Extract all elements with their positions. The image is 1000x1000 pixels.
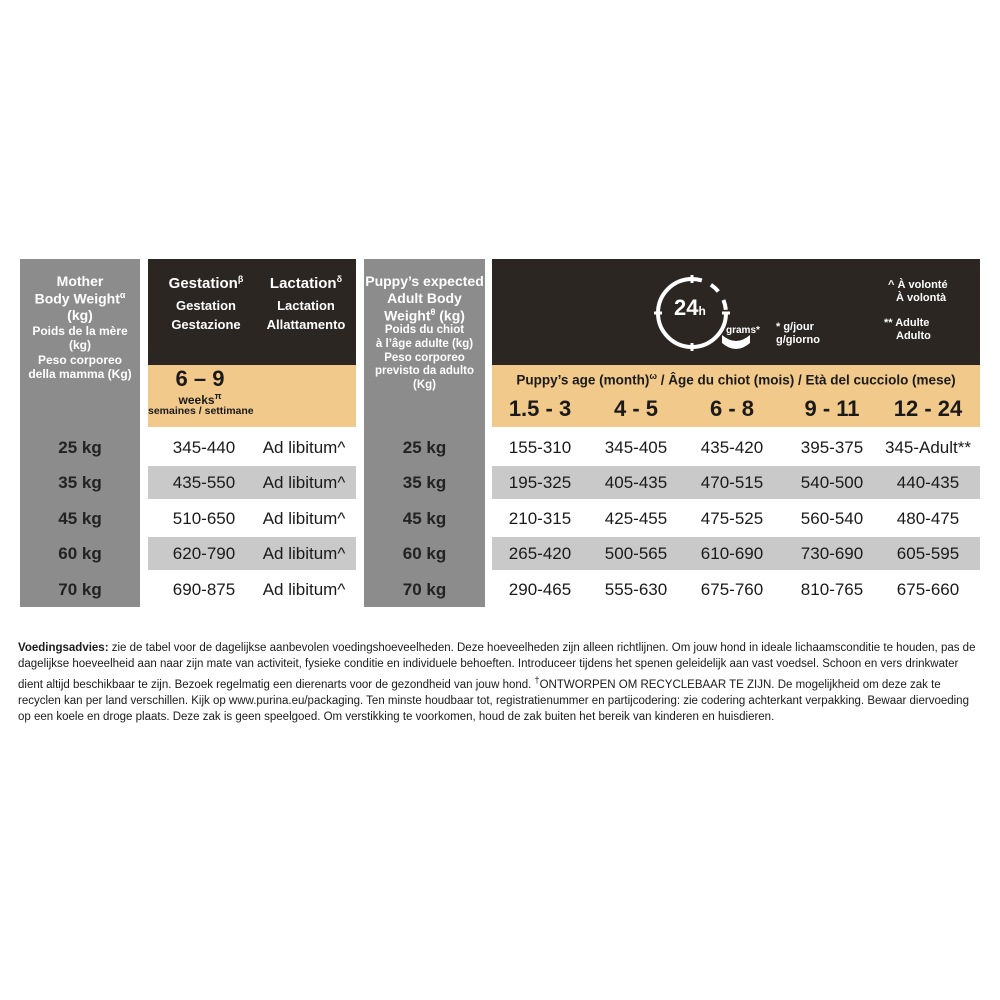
age-header-band — [492, 365, 980, 427]
mother-weight-cell: 60 kg — [58, 544, 102, 563]
clock-label: 24h — [674, 295, 706, 320]
age-portion-cell: 560-540 — [800, 509, 864, 528]
age-portion-cell: 500-565 — [604, 544, 668, 563]
lactation-cell: Ad libitum^ — [262, 438, 346, 457]
age-group-header: 6 - 8 — [709, 396, 755, 421]
lactation-cell: Ad libitum^ — [262, 509, 346, 528]
age-portion-cell: 475-525 — [700, 509, 764, 528]
mother-weight-cell: 45 kg — [58, 509, 102, 528]
lactation-it: Allattamento — [266, 317, 346, 332]
mother-title-line4: Peso corporeo — [37, 352, 123, 367]
age-group-header: 9 - 11 — [804, 396, 860, 421]
puppy-weight-cell: 70 kg — [402, 580, 447, 599]
age-portion-cell: 470-515 — [700, 473, 764, 492]
mother-title-line3: Poids de la mère (kg) — [32, 324, 128, 353]
age-portion-cell: 195-325 — [508, 473, 572, 492]
age-portion-cell: 480-475 — [896, 509, 960, 528]
age-portion-cell: 155-310 — [508, 438, 572, 457]
gestation-cell: 510-650 — [172, 509, 236, 528]
puppy-weight-cell: 25 kg — [402, 438, 447, 457]
lactation-fr: Lactation — [277, 297, 335, 313]
gestation-weeks-fr-it: semaines / settimane — [148, 405, 254, 417]
lactation-cell: Ad libitum^ — [262, 473, 346, 492]
puppy-weight-header: Puppy’s expected Adult Body Weight$^\theta$ (kg) Poids du chiot à l’âge adulte (kg) Peso corporeo previsto da adulto (Kg) — [365, 273, 484, 392]
advice-heading: Voedingsadvies: — [18, 642, 109, 654]
advice-recycle: ONTWORPEN OM RECYCLEBAAR TE ZIJN. — [539, 678, 775, 691]
puppy-weight-cell: 45 kg — [402, 509, 447, 528]
age-portion-cell: 435-420 — [700, 438, 764, 457]
age-group-header: 12 - 24 — [893, 396, 963, 421]
age-portion-cell: 345-Adult** — [884, 438, 971, 457]
advice-text2: De mogelijkheid om deze zak te recyclen kan per land verschillen. Kijk op www.purina.eu/packaging. Ten minste houdbaar tot, registratienummer en partijcodering: zie codering achterkant verpakking. Bewaar diervoeding op een koele en droge plaats. Deze zak is geen speelgoed. Om verstikking te voorkomen, houd de zak buiten het bereik van kinderen en huisdieren. — [18, 678, 969, 723]
lactation-cell: Ad libitum^ — [262, 544, 346, 563]
mother-title-line5: della mamma (Kg) — [28, 367, 132, 382]
gestation-title: Gestation — [168, 275, 238, 292]
grams-label: grams* — [726, 325, 760, 336]
age-portion-cell: 405-435 — [604, 473, 668, 492]
age-portion-cell: 290-465 — [508, 580, 572, 599]
age-portion-cell: 610-690 — [700, 544, 764, 563]
puppy-weight-cell: 35 kg — [402, 473, 447, 492]
lactation-header: Lactation$^\delta$ Lactation Allattamento — [256, 273, 356, 335]
lactation-title: Lactation — [269, 275, 337, 292]
adult-note: ** Adulte Adulto — [884, 317, 931, 342]
age-header-dark — [492, 259, 980, 365]
age-group-header: 1.5 - 3 — [508, 396, 572, 421]
age-portion-cell: 675-660 — [896, 580, 960, 599]
gestation-period: 6 – 9 — [175, 366, 225, 391]
mother-weight-cell: 25 kg — [58, 438, 102, 457]
age-portion-cell: 395-375 — [800, 438, 864, 457]
lactation-cell: Ad libitum^ — [262, 580, 346, 599]
age-label: Puppy’s age (month)$^\omega$ / Âge du chiot (mois) / Età del cucciolo (mese) — [516, 371, 956, 388]
grams-note: * g/jour g/giorno — [776, 321, 820, 346]
gestation-cell: 690-875 — [172, 580, 236, 599]
age-group-header: 4 - 5 — [613, 396, 659, 421]
gestation-weeks: weeks$^\pi$ — [178, 391, 222, 407]
age-portion-cell: 425-455 — [604, 509, 668, 528]
age-portion-cell: 675-760 — [700, 580, 764, 599]
gestation-lactation-header — [148, 259, 356, 365]
advice-text: zie de tabel voor de dagelijkse aanbevolen voedingshoeveelheden. Deze hoeveelheden zijn alleen richtlijnen. Om jouw hond in ideale lichaamsconditie te houden, pas de dagelijkse hoeveelheid aan naar zijn mate van activiteit, fysieke conditie en individuele behoeften. Introduceer tijdens het spenen geleidelijk aan vast voedsel. Schoon en vers drinkwater dient altijd beschikbaar te zijn. Bezoek regelmatig een dierenarts voor de gezondheid van jouw hond. — [18, 642, 976, 691]
gestation-it: Gestazione — [171, 317, 241, 332]
age-portion-cell: 265-420 — [508, 544, 572, 563]
age-portion-cell: 555-630 — [604, 580, 668, 599]
gestation-fr: Gestation — [176, 297, 236, 313]
gestation-period-band — [148, 365, 356, 427]
feeding-advice: Voedingsadvies: zie de tabel voor de dagelijkse aanbevolen voedingshoeveelheden. Deze hoeveelheden zijn alleen richtlijnen. Om jouw hond in ideale lichaamsconditie te houden, pas de dagelijkse hoeveelheid aan naar zijn mate van activiteit, fysieke conditie en individuele behoeften. Introduceer tijdens het spenen geleidelijk aan vast voedsel. Schoon en vers drinkwater dient altijd beschikbaar te zijn. Bezoek regelmatig een dierenarts voor de gezondheid van jouw hond. †ONTWORPEN OM RECYCLEBAAR TE ZIJN. De mogelijkheid om deze zak te recyclen kan per land verschillen. Kijk op www.purina.eu/packaging. Ten minste houdbaar tot, registratienummer en partijcodering: zie codering achterkant verpakking. Bewaar diervoeding op een koele en droge plaats. Deze zak is geen speelgoed. Om verstikking te voorkomen, houd de zak buiten het bereik van kinderen en huisdieren. — [18, 642, 976, 723]
age-portion-cell: 345-405 — [604, 438, 668, 457]
age-portion-cell: 440-435 — [896, 473, 960, 492]
age-portion-cell: 540-500 — [800, 473, 864, 492]
mother-weight-cell: 70 kg — [58, 580, 102, 599]
gestation-header: Gestation$^\beta$ Gestation Gestazione — [154, 273, 258, 335]
gestation-cell: 345-440 — [172, 438, 236, 457]
gestation-cell: 435-550 — [172, 473, 236, 492]
mother-weight-cell: 35 kg — [58, 473, 102, 492]
gestation-cell: 620-790 — [172, 544, 236, 563]
mother-weight-header — [20, 273, 140, 382]
ad-libitum-note: ^ À volonté À volontà — [888, 279, 948, 304]
age-portion-cell: 605-595 — [896, 544, 960, 563]
age-portion-cell: 730-690 — [800, 544, 864, 563]
mother-title-line1: Mother — [56, 273, 104, 289]
mother-title-line2: Body Weight$^\alpha$ (kg) — [34, 289, 126, 324]
puppy-weight-cell: 60 kg — [402, 544, 447, 563]
age-portion-cell: 810-765 — [800, 580, 864, 599]
age-portion-cell: 210-315 — [508, 509, 572, 528]
